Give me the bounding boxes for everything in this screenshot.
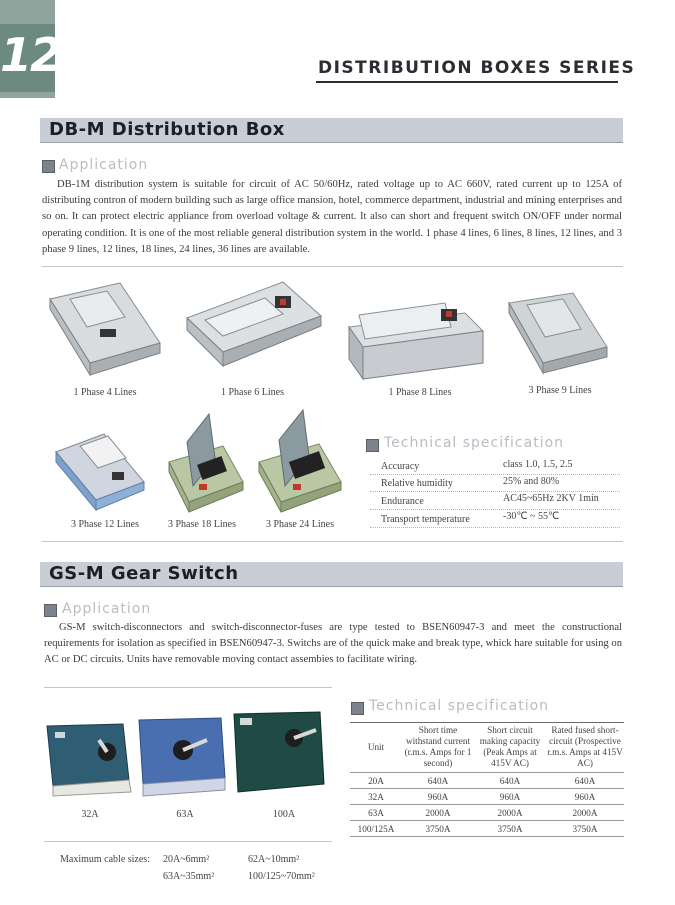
bullet-square-icon: [44, 604, 57, 617]
table-row: [350, 789, 624, 805]
gear-switch-image-32a: [45, 720, 133, 798]
table-cell: 640A: [402, 773, 474, 789]
product-image-3p-9l: [505, 291, 611, 377]
table-header-cell: Unit: [350, 723, 402, 773]
spec-value: AC45~65Hz 2KV 1min: [503, 493, 599, 504]
spec-label: Endurance: [381, 496, 424, 507]
bullet-square-icon: [42, 160, 55, 173]
product-caption: 3 Phase 12 Lines: [70, 519, 140, 530]
dbm-bottom-divider: [42, 541, 623, 542]
table-cell: 20A: [350, 773, 402, 789]
gear-switch-caption: 63A: [176, 809, 194, 820]
product-caption: 3 Phase 24 Lines: [265, 519, 335, 530]
table-cell: 2000A: [402, 805, 474, 821]
cable-size-item: 62A~10mm²: [248, 854, 300, 865]
table-cell: 63A: [350, 805, 402, 821]
cable-sizes-label: Maximum cable sizes:: [60, 854, 150, 865]
bullet-square-icon: [366, 439, 379, 452]
dbm-application-text: DB-1M distribution system is suitable for circuit of AC 50/60Hz, rated voltage up to AC 660V, rated current up to 125A of distributing contron of modern building such as large office mansion, hotel, commerce department, industrial and mining enterprises and so on. It can protect electric appliance from overload voltage & current. It also can short and frequent switch ON/OFF under normal operating condition. It is one of the most reliable general distribution system in the world. 1 phase 4 lines, 6 lines, 8 lines, 12 lines, and 3 phase 9 lines, 12 lines, 18 lines, 24 lines, 36 lines are available.: [42, 179, 622, 255]
table-cell: 3750A: [402, 821, 474, 837]
table-cell: 960A: [546, 789, 624, 805]
spec-value: class 1.0, 1.5, 2.5: [503, 459, 573, 470]
table-cell: 100/125A: [350, 821, 402, 837]
product-caption: 3 Phase 9 Lines: [528, 385, 592, 396]
table-header-cell: Short time withstand current (r.m.s. Amps for 1 second): [402, 723, 474, 773]
table-cell: 640A: [474, 773, 546, 789]
spec-label: Accuracy: [381, 461, 420, 472]
product-caption: 1 Phase 6 Lines: [220, 387, 285, 398]
spec-value: -30℃ ~ 55℃: [503, 511, 560, 522]
table-row: [350, 805, 624, 821]
bullet-square-icon: [351, 702, 364, 715]
dbm-section-bar: [40, 118, 623, 143]
table-cell: 3750A: [546, 821, 624, 837]
dbm-tech-heading: Technical specification: [384, 435, 565, 451]
gsm-section-bar: [40, 562, 623, 587]
table-header-cell: Short circuit making capacity (Peak Amps at 415V AC): [474, 723, 546, 773]
gsm-tech-heading: Technical specification: [369, 698, 550, 714]
spec-divider: [370, 474, 620, 476]
gsm-spec-table: [350, 722, 624, 837]
product-caption: 1 Phase 8 Lines: [388, 387, 452, 398]
table-cell: 960A: [474, 789, 546, 805]
gear-switch-caption: 32A: [81, 809, 99, 820]
table-cell: 2000A: [546, 805, 624, 821]
table-cell: 3750A: [474, 821, 546, 837]
cable-size-item: 100/125~70mm²: [248, 871, 315, 882]
spec-divider: [370, 509, 620, 511]
dbm-title: DB-M Distribution Box: [49, 119, 285, 140]
series-title: DISTRIBUTION BOXES SERIES: [318, 58, 636, 78]
cable-size-item: 20A~6mm²: [163, 854, 210, 865]
product-image-3p-24l: [255, 408, 345, 516]
gear-switch-image-63a: [137, 716, 227, 798]
table-cell: 640A: [546, 773, 624, 789]
product-image-1p-6l: [183, 276, 325, 376]
table-cell: 2000A: [474, 805, 546, 821]
spec-label: Transport temperature: [381, 514, 470, 525]
cable-size-item: 63A~35mm²: [163, 871, 215, 882]
product-image-1p-4l: [45, 281, 165, 381]
table-header-row: [350, 723, 624, 773]
dbm-application-heading: Application: [59, 157, 149, 173]
gsm-images-divider: [44, 841, 332, 842]
product-caption: 3 Phase 18 Lines: [167, 519, 237, 530]
spec-divider: [370, 527, 620, 529]
product-image-3p-18l: [165, 412, 247, 516]
gsm-divider: [44, 687, 332, 688]
chapter-tab: [0, 0, 61, 98]
product-image-3p-12l: [52, 428, 148, 514]
product-image-1p-8l: [345, 301, 487, 381]
product-caption: 1 Phase 4 Lines: [73, 387, 137, 398]
table-cell: 32A: [350, 789, 402, 805]
dbm-divider: [42, 266, 623, 267]
gsm-application-heading: Application: [62, 601, 152, 617]
gear-switch-image-100a: [232, 710, 326, 796]
spec-value: 25% and 80%: [503, 476, 560, 487]
header-rule: [316, 81, 618, 83]
chapter-number: 12: [0, 28, 61, 82]
table-cell: 960A: [402, 789, 474, 805]
spec-label: Relative humidity: [381, 478, 453, 489]
gear-switch-caption: 100A: [272, 809, 296, 820]
table-row: [350, 821, 624, 837]
table-row: [350, 773, 624, 789]
gsm-title: GS-M Gear Switch: [49, 563, 239, 584]
table-header-cell: Rated fused short-circuit (Prospective r.m.s. Amps at 415V AC): [546, 723, 624, 773]
gsm-application-text: GS-M switch-disconnectors and switch-disconnector-fuses are type tested to BSEN60947-3 and meet the constructional requirements for isolation as specified in BSEN60947-3. Switchs are of the quick make and break type, whick hare suitable for using on AC or DC circuits. Units have removable moving contact assembies to facilitate wiring.: [44, 622, 622, 666]
